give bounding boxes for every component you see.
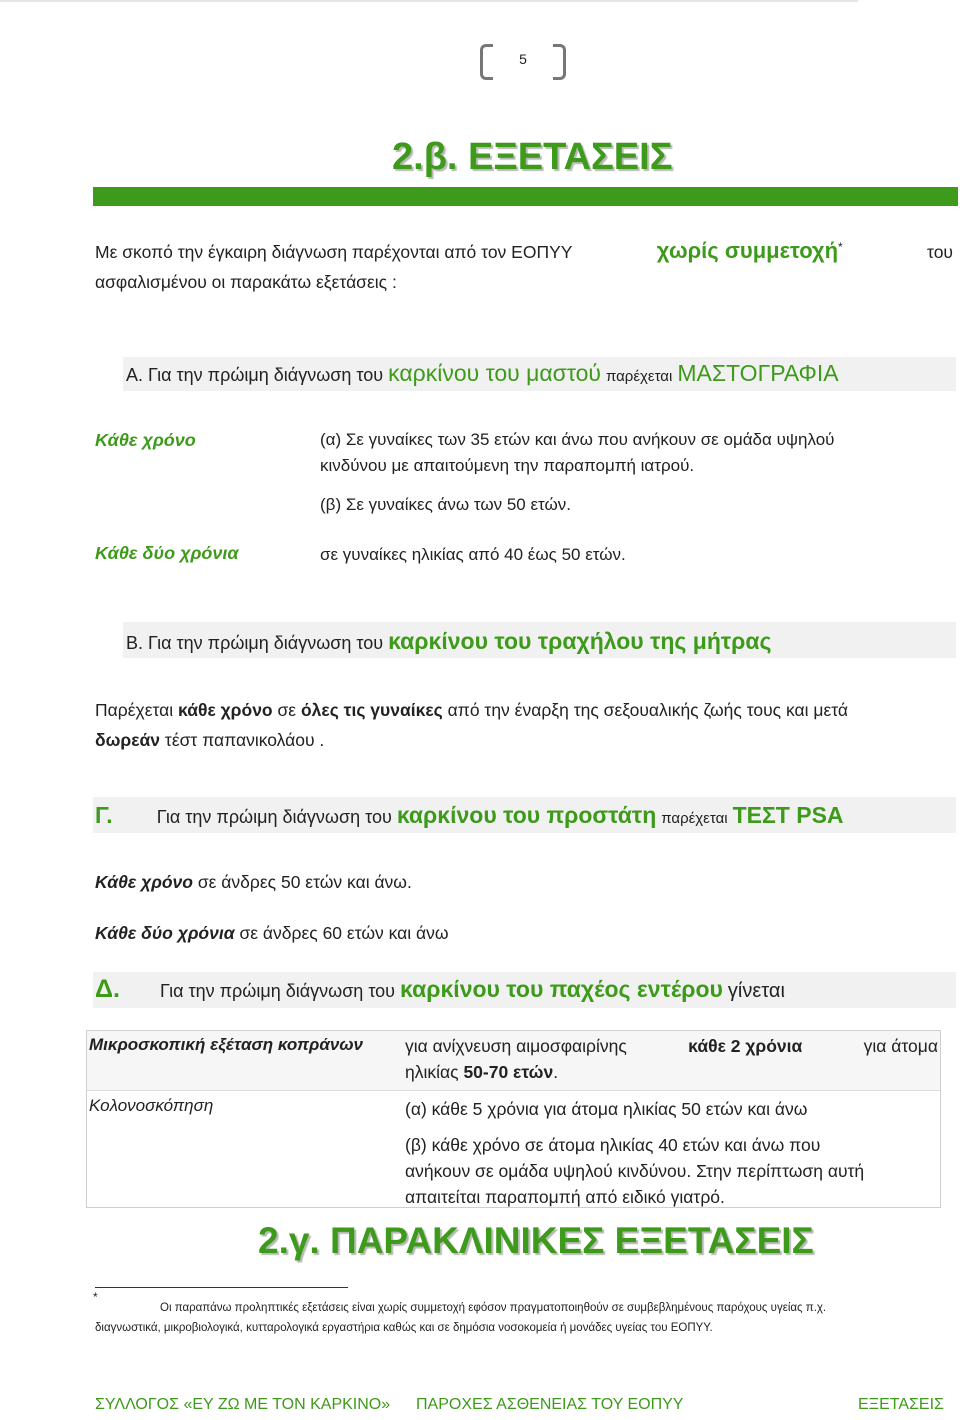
label-every-two-years: Κάθε δύο χρόνια [95, 543, 239, 563]
row-1-text-2: για άτομα [863, 1036, 938, 1056]
row-1-label: Μικροσκοπική εξέταση κοπράνων [89, 1035, 363, 1054]
intro-highlight: χωρίς συμμετοχή [656, 237, 839, 263]
row-1-content [405, 1033, 938, 1085]
section-g-highlight: καρκίνου του προστάτη [396, 802, 657, 828]
row-1-text-4: . [553, 1062, 559, 1082]
title-bar [93, 187, 958, 206]
row-2-item-b [405, 1132, 864, 1210]
section-d-heading [95, 975, 785, 1004]
g-line-1-bold: Κάθε χρόνο [95, 872, 193, 892]
footer-right: ΕΞΕΤΑΣΕΙΣ [858, 1396, 944, 1413]
row-2-label [89, 1096, 213, 1116]
row-2-b-line-1: (β) κάθε χρόνο σε άτομα ηλικίας 40 ετών και άνω που [405, 1135, 821, 1155]
section-title: 2.β. ΕΞΕΤΑΣΕΙΣ [392, 136, 673, 178]
g-line-2-rest: σε άνδρες 60 ετών και άνω [239, 923, 449, 943]
intro-text-2: του [927, 241, 953, 262]
page-number-box [478, 40, 568, 80]
b-text-1: Παρέχεται [95, 700, 174, 720]
b-text-2: σε [277, 700, 297, 720]
table-divider [87, 1090, 940, 1091]
section-2g-title: 2.γ. ΠΑΡΑΚΛΙΝΙΚΕΣ ΕΞΕΤΑΣΕΙΣ [258, 1220, 814, 1261]
intro-paragraph [95, 232, 953, 297]
item-b: (β) Σε γυναίκες άνω των 50 ετών. [320, 495, 572, 514]
intro-text-1: Με σκοπό την έγκαιρη διάγνωση παρέχονται από τον ΕΟΠΥΥ [95, 241, 573, 262]
section-a-mid: παρέχεται [606, 368, 673, 385]
row-1-bold-1: κάθε 2 χρόνια [688, 1036, 803, 1056]
section-b-heading [126, 628, 771, 655]
footnote-marker: * [93, 1290, 98, 1304]
footnote-line-1: Οι παραπάνω προληπτικές εξετάσεις είναι χωρίς συμμετοχή εφόσον πραγματοποιηθούν σε συμβεβλημένους παρόχους υγείας π.χ. [160, 1302, 827, 1314]
section-a-test: ΜΑΣΤΟΓΡΑΦΙΑ [677, 360, 839, 386]
label-every-year: Κάθε χρόνο [95, 430, 196, 450]
footnote-star: * [838, 240, 843, 254]
page-number: 5 [519, 51, 527, 67]
section-a-heading [126, 360, 839, 387]
footnote-line-2: διαγνωστικά, μικροβιολογικά, κυτταρολογικά εργαστήρια καθώς και σε δημόσια νοσοκομεία ή μονάδες υγείας του ΕΟΠΥΥ. [95, 1322, 713, 1334]
row-2-item-a: (α) κάθε 5 χρόνια για άτομα ηλικίας 50 ετών και άνω [405, 1099, 808, 1119]
section-g-line-2 [95, 923, 449, 944]
footnote-rule [95, 1287, 348, 1288]
section-d-suffix: γίνεται [727, 980, 785, 1002]
item-a [320, 427, 834, 479]
section-d-letter: Δ. [95, 975, 120, 1003]
section-g-heading [95, 802, 844, 829]
footer-center: ΠΑΡΟΧΕΣ ΑΣΘΕΝΕΙΑΣ ΤΟΥ ΕΟΠΥΥ [416, 1396, 684, 1413]
row-2-label-text: Κολονοσκόπηση [89, 1096, 214, 1115]
section-b-highlight: καρκίνου του τραχήλου της μήτρας [388, 628, 772, 654]
row-2-b-line-2: ανήκουν σε ομάδα υψηλού κινδύνου. Στην περίπτωση αυτή [405, 1161, 865, 1181]
b-bold-3: δωρεάν [95, 730, 161, 750]
row-1-bold-2: 50-70 ετών [463, 1062, 554, 1082]
section-g-mid: παρέχεται [661, 810, 728, 827]
row-2-b-line-3: απαιτείται παραπομπή από ειδικό γιατρό. [405, 1187, 725, 1207]
section-g-test: ΤΕΣΤ PSA [732, 802, 844, 828]
b-bold-2: όλες τις γυναίκες [300, 700, 443, 720]
row-1-text-3: ηλικίας [405, 1062, 459, 1082]
header-rule [0, 0, 858, 2]
footer-left: ΣΥΛΛΟΓΟΣ «ΕΥ ΖΩ ΜΕ ΤΟΝ ΚΑΡΚΙΝΟ» [95, 1396, 391, 1413]
g-line-1-rest: σε άνδρες 50 ετών και άνω. [197, 872, 412, 892]
item-a-line-1: (α) Σε γυναίκες των 35 ετών και άνω που ανήκουν σε ομάδα υψηλού [320, 430, 835, 449]
section-a-prefix: Α. Για την πρώιμη διάγνωση του [126, 365, 384, 385]
b-text-3: από την έναρξη της σεξουαλικής ζωής τους και μετά [447, 700, 849, 720]
section-b-prefix: Β. Για την πρώιμη διάγνωση του [126, 633, 384, 653]
b-text-4: τέστ παπανικολάου . [164, 730, 325, 750]
section-d-prefix: Για την πρώιμη διάγνωση του [159, 981, 396, 1001]
section-g-letter: Γ. [95, 802, 113, 828]
row-1-text-1: για ανίχνευση αιμοσφαιρίνης [405, 1036, 627, 1056]
g-line-2-bold: Κάθε δύο χρόνια [95, 923, 235, 943]
item-two-years: σε γυναίκες ηλικίας από 40 έως 50 ετών. [320, 545, 626, 564]
item-a-line-2: κινδύνου με απαιτούμενη την παραπομπή ιατρού. [320, 456, 695, 475]
intro-line-2: ασφαλισμένου οι παρακάτω εξετάσεις : [95, 271, 397, 292]
section-a-highlight: καρκίνου του μαστού [388, 360, 601, 386]
section-b-paragraph [95, 695, 935, 755]
b-bold-1: κάθε χρόνο [178, 700, 273, 720]
section-g-line-1 [95, 872, 412, 893]
section-g-prefix: Για την πρώιμη διάγνωση του [156, 807, 392, 827]
section-d-highlight: καρκίνου του παχέος εντέρου [400, 976, 723, 1002]
